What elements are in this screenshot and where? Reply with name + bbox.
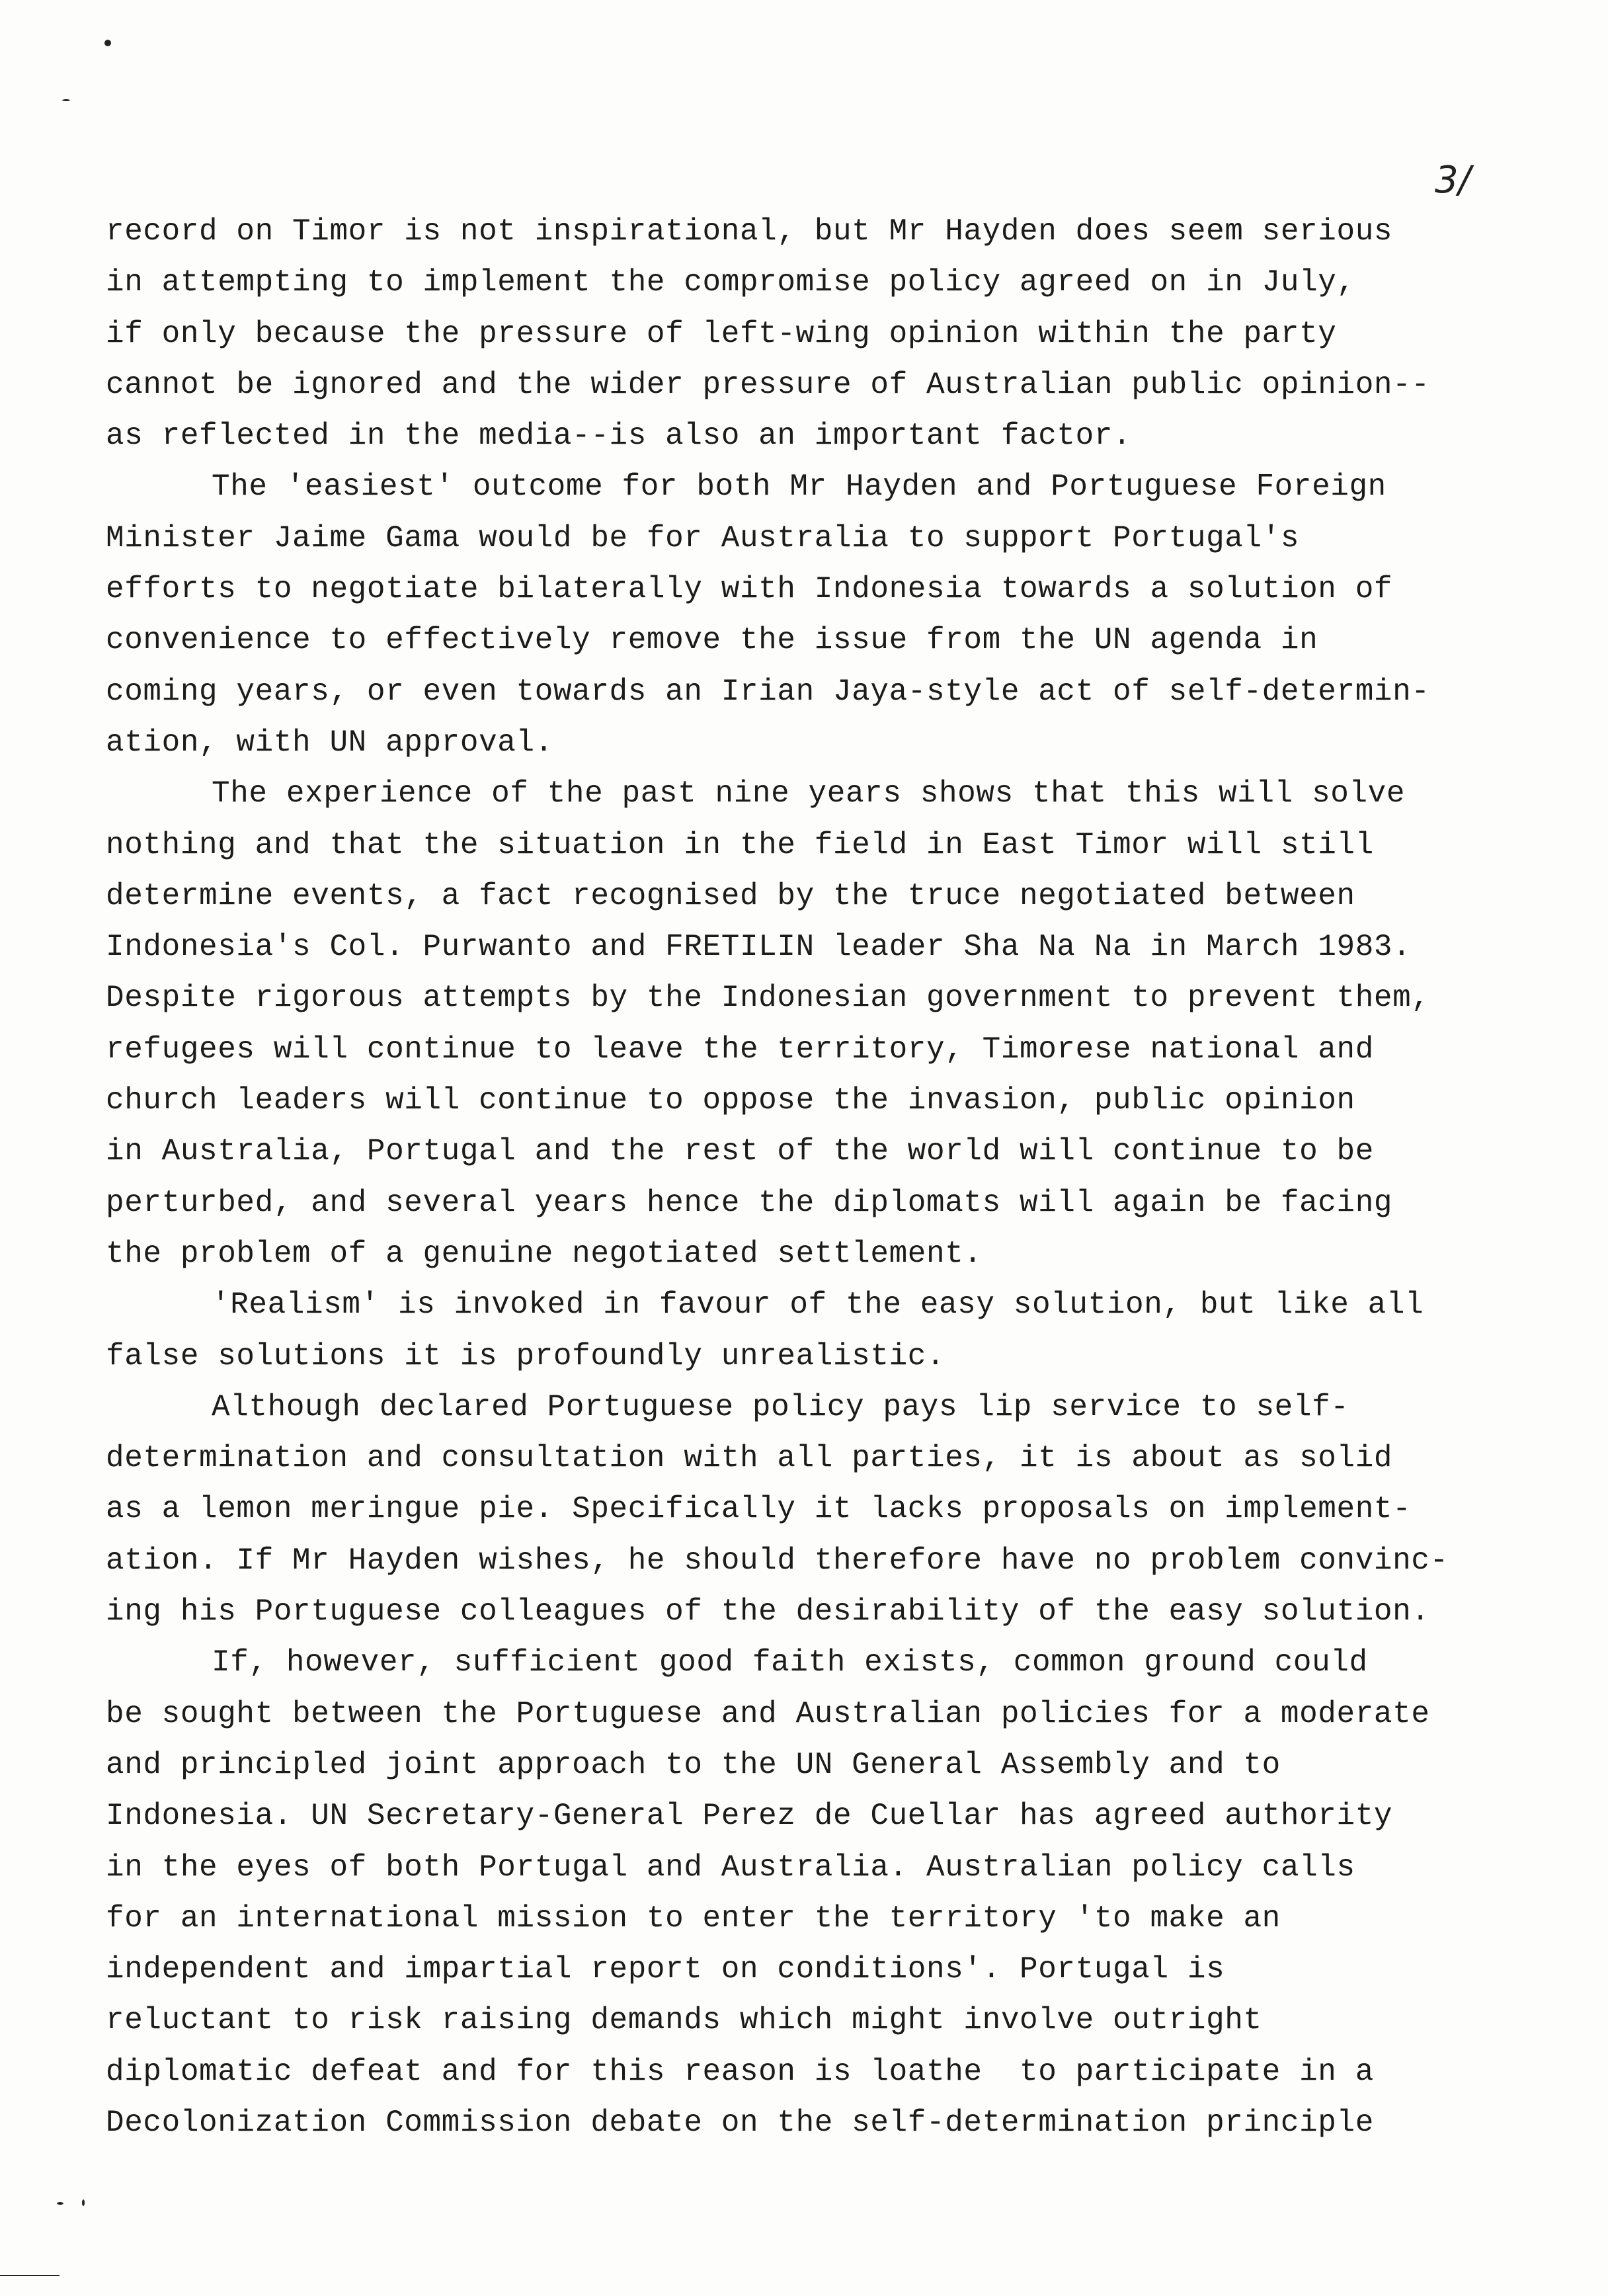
body-text xyxy=(106,206,1547,2149)
text-line: coming years, or even towards an Irian Jaya-style act of self-determin- xyxy=(106,674,1430,709)
text-line: in attempting to implement the compromise policy agreed on in July, xyxy=(106,265,1355,300)
text-line: nothing and that the situation in the field in East Timor will still xyxy=(106,827,1374,862)
text-line: in the eyes of both Portugal and Australia. Australian policy calls xyxy=(106,1850,1355,1885)
text-line: as a lemon meringue pie. Specifically it lacks proposals on implement- xyxy=(106,1492,1412,1527)
text-line: perturbed, and several years hence the diplomats will again be facing xyxy=(106,1185,1393,1220)
text-line: If, however, sufficient good faith exists, common ground could xyxy=(212,1645,1368,1680)
text-line: church leaders will continue to oppose the invasion, public opinion xyxy=(106,1083,1355,1118)
text-line: refugees will continue to leave the territory, Timorese national and xyxy=(106,1032,1374,1067)
text-line: be sought between the Portuguese and Australian policies for a moderate xyxy=(106,1696,1430,1731)
scan-speck xyxy=(0,2275,60,2276)
text-line: Although declared Portuguese policy pays lip service to self- xyxy=(212,1389,1349,1424)
text-line: false solutions it is profoundly unrealistic. xyxy=(106,1338,945,1374)
text-line: ing his Portuguese colleagues of the desirability of the easy solution. xyxy=(106,1594,1430,1629)
scan-speck xyxy=(62,99,70,101)
text-line: Minister Jaime Gama would be for Australia to support Portugal's xyxy=(106,520,1300,555)
text-line: ation, with UN approval. xyxy=(106,725,553,760)
scan-speck xyxy=(57,2202,63,2205)
text-line: ation. If Mr Hayden wishes, he should therefore have no problem convinc- xyxy=(106,1543,1449,1578)
text-line: The experience of the past nine years shows that this will solve xyxy=(212,776,1406,811)
text-line: The 'easiest' outcome for both Mr Hayden and Portuguese Foreign xyxy=(212,470,1387,505)
text-line: reluctant to risk raising demands which might involve outright xyxy=(106,2003,1262,2038)
text-line: Indonesia. UN Secretary-General Perez de Cuellar has agreed authority xyxy=(106,1799,1393,1834)
scan-speck xyxy=(82,2199,85,2206)
text-line: the problem of a genuine negotiated settlement. xyxy=(106,1236,983,1271)
text-line: as reflected in the media--is also an important factor. xyxy=(106,419,1132,454)
text-line: Indonesia's Col. Purwanto and FRETILIN leader Sha Na Na in March 1983. xyxy=(106,930,1412,965)
text-line: efforts to negotiate bilaterally with Indonesia towards a solution of xyxy=(106,572,1393,607)
text-line: convenience to effectively remove the issue from the UN agenda in xyxy=(106,623,1318,658)
text-line: independent and impartial report on conditions'. Portugal is xyxy=(106,1952,1225,1987)
text-line: record on Timor is not inspirational, but Mr Hayden does seem serious xyxy=(106,214,1393,249)
text-line: for an international mission to enter the territory 'to make an xyxy=(106,1901,1281,1936)
text-line: if only because the pressure of left-wing opinion within the party xyxy=(106,316,1337,351)
scan-speck xyxy=(104,40,111,46)
text-line: determine events, a fact recognised by the truce negotiated between xyxy=(106,878,1355,913)
text-line: in Australia, Portugal and the rest of the world will continue to be xyxy=(106,1134,1374,1169)
text-line: and principled joint approach to the UN General Assembly and to xyxy=(106,1747,1281,1782)
text-line: cannot be ignored and the wider pressure of Australian public opinion-- xyxy=(106,367,1430,402)
text-line: Decolonization Commission debate on the self-determination principle xyxy=(106,2105,1374,2140)
text-line: determination and consultation with all parties, it is about as solid xyxy=(106,1441,1393,1476)
page-number: 3/ xyxy=(1435,159,1471,202)
text-line: Despite rigorous attempts by the Indonesian government to prevent them, xyxy=(106,981,1430,1016)
text-line: 'Realism' is invoked in favour of the easy solution, but like all xyxy=(212,1288,1424,1323)
text-line: diplomatic defeat and for this reason is loathe to participate in a xyxy=(106,2054,1374,2089)
